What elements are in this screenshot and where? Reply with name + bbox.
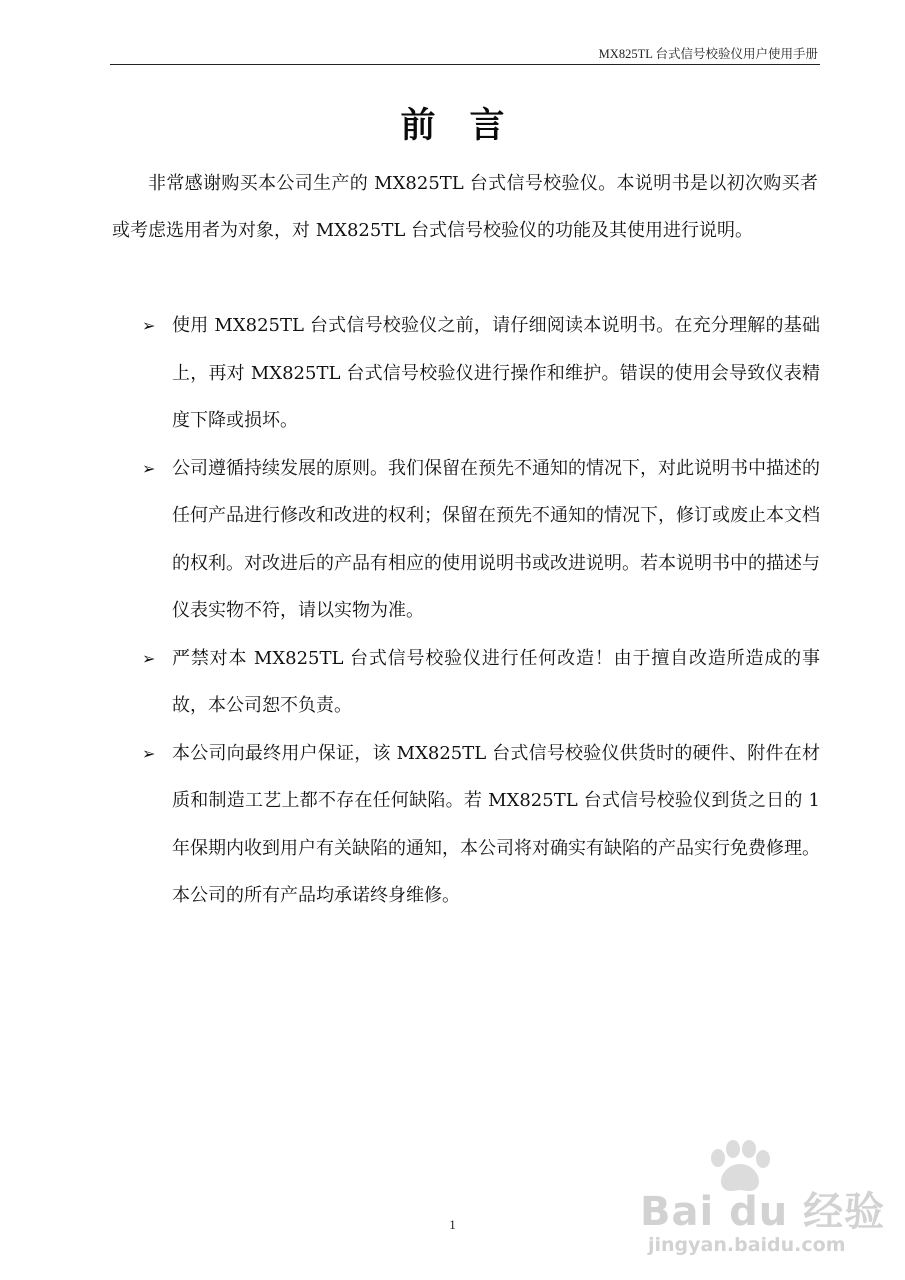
intro-paragraph: 非常感谢购买本公司生产的 MX825TL 台式信号校验仪。本说明书是以初次购买者或考虑选用者为对象，对 MX825TL 台式信号校验仪的功能及其使用进行说明。: [112, 173, 818, 241]
list-item-text: 使用 MX825TL 台式信号校验仪之前，请仔细阅读本说明书。在充分理解的基础上，再对 MX825TL 台式信号校验仪进行操作和维护。错误的使用会导致仪表精度下降或损坏。: [172, 315, 820, 431]
page-title: 前言: [400, 106, 539, 146]
list-item-text: 严禁对本 MX825TL 台式信号校验仪进行任何改造！由于擅自改造所造成的事故，本公司恕不负责。: [172, 647, 820, 716]
baidu-logo-text: Bai du 经验: [640, 1189, 886, 1235]
notice-list: [140, 302, 820, 920]
arrow-bullet-icon: ➢: [142, 316, 156, 335]
baidu-url-text: jingyan.baidu.com: [648, 1234, 846, 1256]
header-title: MX825TL 台式信号校验仪用户使用手册: [598, 47, 818, 61]
list-item-text: 本公司向最终用户保证，该 MX825TL 台式信号校验仪供货时的硬件、附件在材质和制造工艺上都不存在任何缺陷。若 MX825TL 台式信号校验仪到货之日的 1 年保期内收到用户有关缺陷的通知，本公司将对确实有缺陷的产品实行免费修理。本公司的所有产品均承诺终身维修。: [172, 742, 820, 906]
page-number: 1: [449, 1217, 456, 1232]
page-header: [110, 36, 820, 65]
list-item: [140, 635, 820, 730]
arrow-bullet-icon: ➢: [142, 743, 156, 763]
list-item-text: 公司遵循持续发展的原则。我们保留在预先不通知的情况下，对此说明书中描述的任何产品进行修改和改进的权利；保留在预先不通知的情况下，修订或废止本文档的权利。对改进后的产品有相应的使用说明书或改进说明。若本说明书中的描述与仪表实物不符，请以实物为准。: [172, 457, 820, 621]
list-item: [140, 730, 820, 920]
list-item: [140, 302, 820, 445]
list-item: [140, 445, 820, 635]
arrow-bullet-icon: ➢: [142, 458, 156, 478]
baidu-watermark: [640, 1140, 890, 1275]
arrow-bullet-icon: ➢: [142, 648, 156, 668]
